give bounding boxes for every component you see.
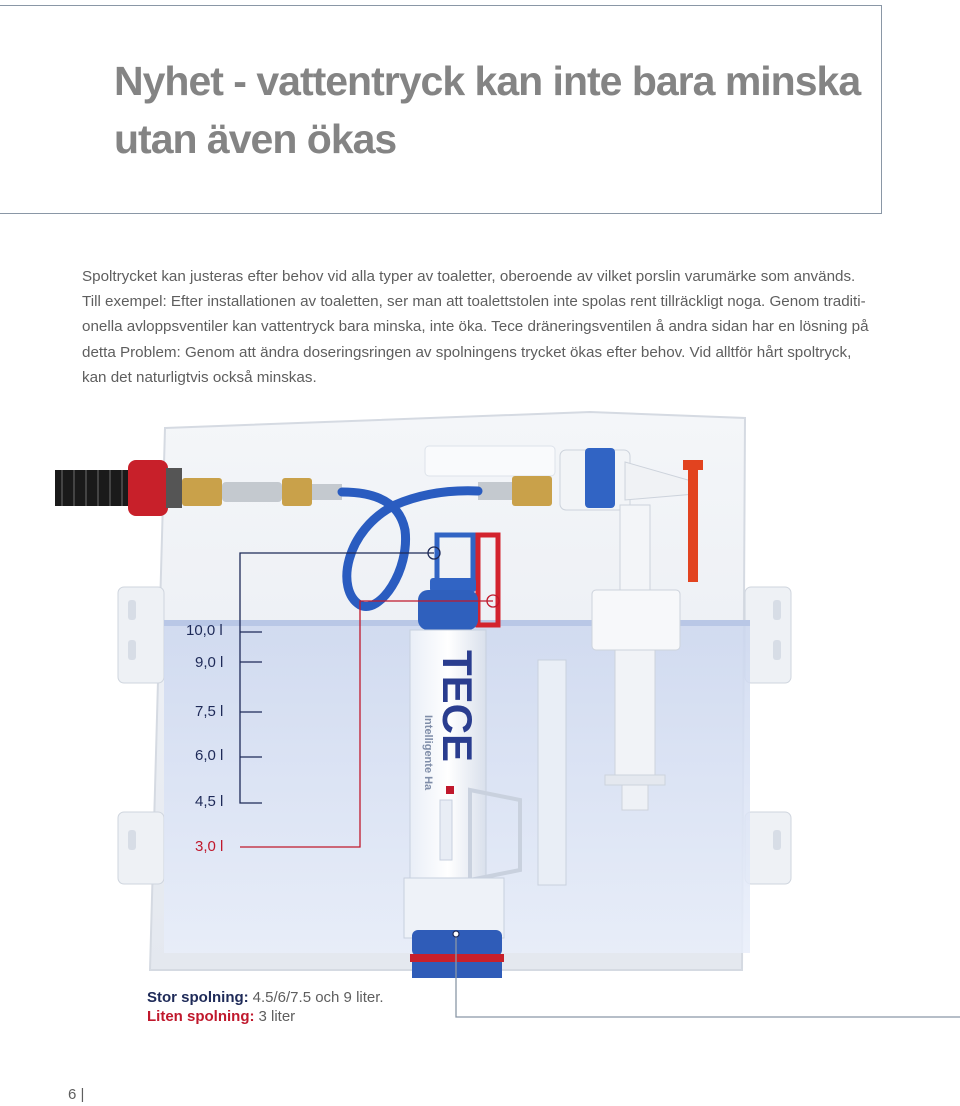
intro-paragraph: [82, 264, 892, 390]
legend-small-label: Liten spolning:: [147, 1008, 255, 1025]
scale-label: 3,0 l: [195, 838, 224, 855]
cistern-illustration: [0, 400, 960, 1040]
intro-line: kan det naturligtvis också minskas.: [82, 368, 317, 386]
legend-row-big: [147, 988, 384, 1007]
scale-label: 6,0 l: [195, 747, 224, 764]
title-line-2: utan även ökas: [114, 116, 397, 162]
legend-row-small: [147, 1007, 384, 1026]
scale-label: 9,0 l: [195, 654, 224, 671]
intro-line: Till exempel: Efter installationen av toaletten, ser man att toalettstolen inte spolas rent tillräckligt noga. Genom traditi-: [82, 293, 866, 311]
intro-line: detta Problem: Genom att ändra doseringsringen av spolningens trycket ökas efter behov. Vid alltför hårt spoltryck,: [82, 343, 852, 361]
flush-legend: [147, 988, 384, 1026]
inlet-hose: [55, 460, 182, 516]
brand-tagline: Intelligente Ha: [422, 715, 434, 791]
scale-label: 4,5 l: [195, 793, 224, 810]
title-line-1: Nyhet - vattentryck kan inte bara minska: [114, 58, 861, 104]
scale-label: 10,0 l: [186, 622, 223, 639]
page-number: 6 |: [68, 1086, 85, 1103]
brand-logo: TECE: [434, 650, 481, 763]
page-title: [114, 52, 860, 168]
legend-big-value: 4.5/6/7.5 och 9 liter.: [252, 989, 384, 1006]
intro-line: Spoltrycket kan justeras efter behov vid alla typer av toaletter, oberoende av vilket porslin varumärke som används.: [82, 268, 856, 285]
intro-line: onella avloppsventiler kan vattentryck bara minska, inte öka. Tece dräneringsventilen å andra sidan har en lösning på: [82, 318, 869, 336]
scale-label: 7,5 l: [195, 703, 224, 720]
legend-small-value: 3 liter: [258, 1008, 296, 1025]
overflow-plate: [538, 660, 566, 885]
callout-marker: [453, 931, 459, 937]
legend-big-label: Stor spolning:: [147, 989, 249, 1006]
